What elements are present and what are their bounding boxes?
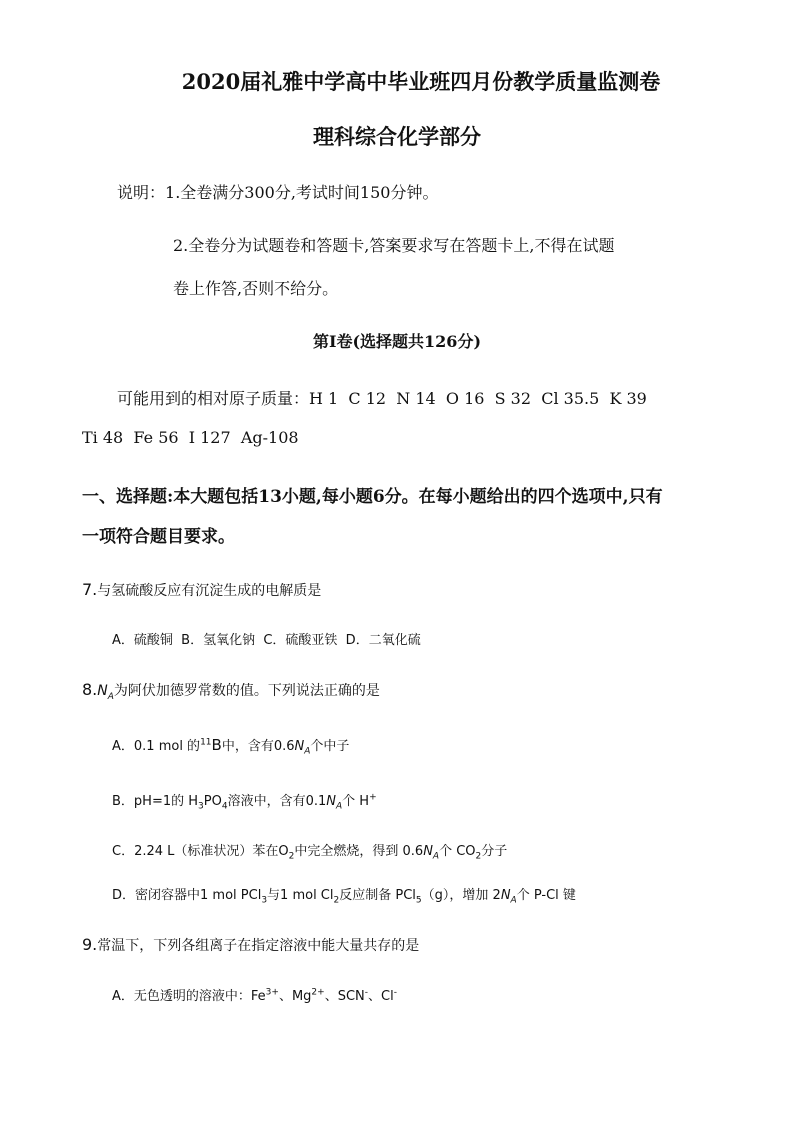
exam-title: 2020届礼雅中学高中毕业班四月份教学质量监测卷 [181, 69, 661, 94]
question-8-option-b: B．pH=1的 $H_3PO_4$溶液中，含有$0.1N_A$个 H+ [112, 792, 377, 812]
section-1-heading-line-1: 一、选择题:本大题包括13小题,每小题6分。在每小题给出的四个选项中,只有 [82, 487, 663, 507]
question-8-option-c: C．2.24 L（标准状况）苯在$O_2$中完全燃烧，得到 $0.6N_A$个 $CO_2$分子 [112, 844, 508, 862]
question-8-number: 8. [82, 680, 98, 699]
question-9-option-a: A．无色透明的溶液中：$Fe^{3+}$、$Mg^{2+}$、SCN-、Cl- [112, 987, 397, 1004]
instruction-item-1: 1.全卷满分300分,考试时间150分钟。 [165, 183, 439, 202]
question-8-option-a: A．0.1 mol 的$^{11}$B中，含有$0.6N_A$个中子 [112, 736, 350, 757]
section-1-heading-line-2: 一项符合题目要求。 [82, 527, 235, 547]
question-8-option-d: D．密闭容器中1 mol PCl$_3$与1 mol $Cl_2$反应制备 PCl$_5$（g），增加 $2N_A$个 P-Cl 键 [112, 888, 576, 906]
question-8-text: 为阿伏加德罗常数的值。下列说法正确的是 [113, 683, 380, 699]
avogadro-symbol: $N_A$ [97, 683, 114, 702]
question-7-text: 与氢硫酸反应有沉淀生成的电解质是 [97, 583, 322, 599]
question-7-number: 7. [82, 580, 98, 599]
atomic-masses-line-1 [117, 386, 647, 409]
instruction-item-2-line-2: 卷上作答,否则不给分。 [173, 279, 339, 298]
atomic-masses-line-2: Ti 48 Fe 56 I 127 Ag-108 [82, 428, 299, 447]
question-9-text: 常温下，下列各组离子在指定溶液中能大量共存的是 [97, 938, 420, 954]
instruction-item-2-line-1: 2.全卷分为试题卷和答题卡,答案要求写在答题卡上,不得在试题 [173, 236, 615, 255]
question-9-stem [82, 935, 419, 955]
part-1-title: 第Ⅰ卷(选择题共126分) [312, 332, 482, 351]
instructions-line-1 [117, 180, 438, 203]
question-7-stem [82, 580, 321, 600]
question-9-number: 9. [82, 935, 98, 954]
atomic-masses-label: 可能用到的相对原子质量： [117, 389, 310, 408]
instructions-label: 说明： [117, 183, 166, 202]
question-7-options: A．硫酸铜 B．氢氧化钠 C．硫酸亚铁 D．二氧化硫 [112, 633, 421, 648]
question-8-stem [82, 680, 380, 702]
exam-subtitle: 理科综合化学部分 [313, 124, 481, 149]
atomic-masses-values: H 1 C 12 N 14 O 16 S 32 Cl 35.5 K 39 [309, 389, 647, 408]
